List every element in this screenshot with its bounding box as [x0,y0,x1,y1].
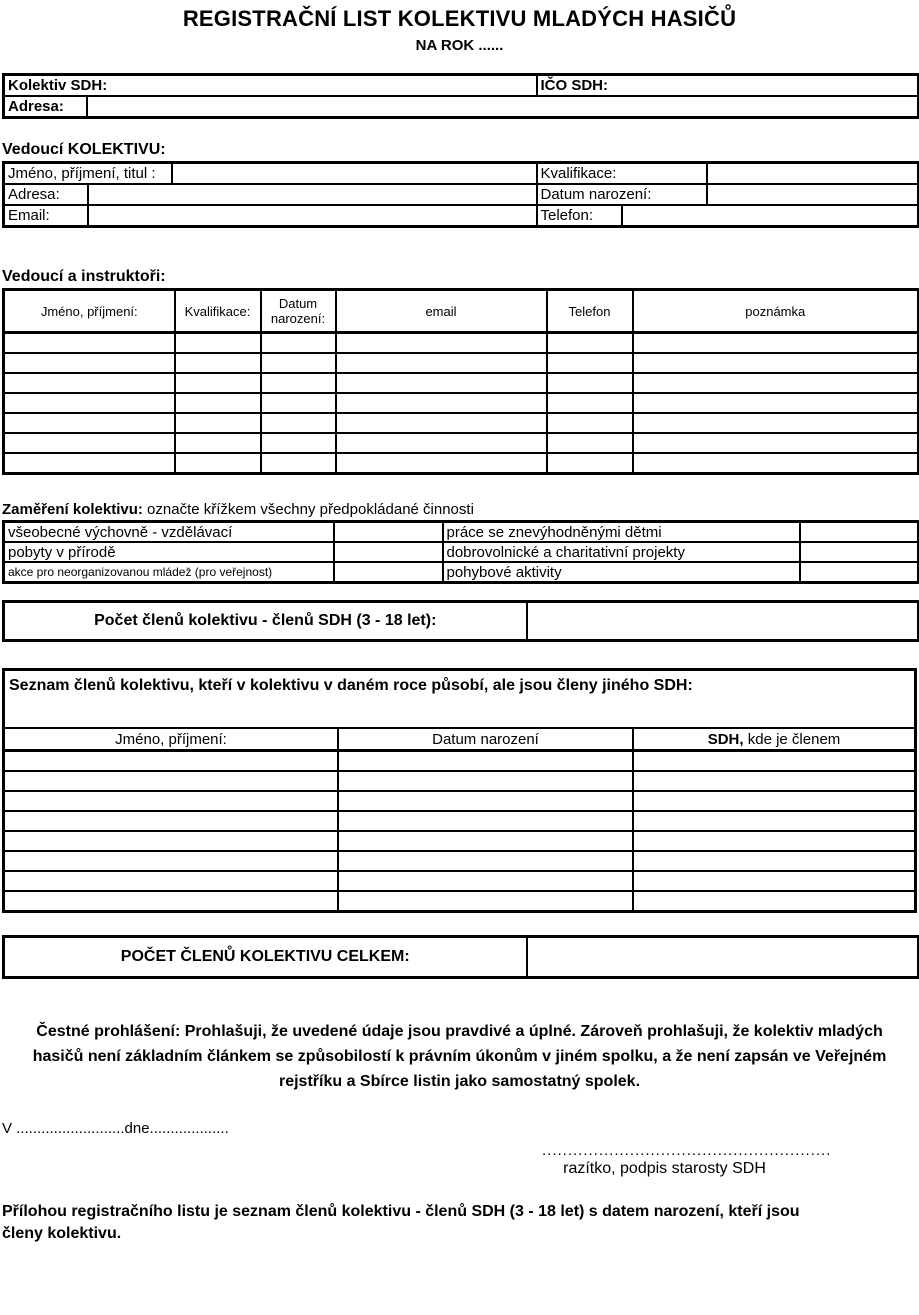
empty-row [4,413,919,433]
col-header-jmeno: Jméno, příjmení: [5,729,338,751]
pocet-sdh-label: Počet členů kolektivu - členů SDH (3 - 18 let): [4,602,527,641]
fill-in-cell[interactable] [336,433,547,453]
activity-label: pohybové aktivity [443,562,800,583]
table-row [4,96,919,118]
leader-name-value-cell[interactable] [172,163,537,185]
fill-in-cell[interactable] [5,831,338,851]
fill-in-cell[interactable] [336,333,547,354]
zamereni-table [2,520,919,584]
fill-in-cell[interactable] [633,353,919,373]
fill-in-cell[interactable] [261,373,336,393]
instructors-section-heading: Vedoucí a instruktoři: [2,268,166,285]
fill-in-cell[interactable] [338,751,633,772]
col-header-telefon: Telefon [547,290,633,333]
fill-in-cell[interactable] [4,433,175,453]
fill-in-cell[interactable] [4,393,175,413]
leader-adresa-label: Adresa: [4,184,88,205]
zamereni-section-heading [2,501,917,518]
fill-in-cell[interactable] [633,393,919,413]
empty-row [5,811,914,831]
activity-label: akce pro neorganizovanou mládež (pro veřejnost) [4,562,334,583]
fill-in-cell[interactable] [261,353,336,373]
fill-in-cell[interactable] [547,453,633,474]
leader-kvalifikace-value-cell[interactable] [707,163,919,185]
col-header-poznamka: poznámka [633,290,919,333]
sdh-info-table [2,73,919,119]
fill-in-cell[interactable] [633,751,914,772]
fill-in-cell[interactable] [5,751,338,772]
col-header-kvalifikace: Kvalifikace: [175,290,261,333]
fill-in-cell[interactable] [633,831,914,851]
fill-in-cell[interactable] [547,353,633,373]
empty-row [4,433,919,453]
leader-datum-value-cell[interactable] [707,184,919,205]
fill-in-cell[interactable] [338,871,633,891]
fill-in-cell[interactable] [5,871,338,891]
fill-in-cell[interactable] [4,333,175,354]
empty-row [5,751,914,772]
fill-in-cell[interactable] [338,811,633,831]
signature-line[interactable]: ........................................................ [542,1142,832,1159]
pocet-celkem-value-cell[interactable] [527,937,919,978]
place-date-line[interactable]: V ..........................dne................... [2,1120,229,1137]
fill-in-cell[interactable] [633,373,919,393]
fill-in-cell[interactable] [261,453,336,474]
leader-telefon-label: Telefon: [537,205,622,227]
col-header-email: email [336,290,547,333]
table-row [4,522,919,543]
fill-in-cell[interactable] [336,453,547,474]
activity-checkbox-cell[interactable] [800,542,919,562]
empty-row [5,771,914,791]
fill-in-cell[interactable] [633,851,914,871]
fill-in-cell[interactable] [261,413,336,433]
fill-in-cell[interactable] [336,353,547,373]
activity-checkbox-cell[interactable] [800,562,919,583]
fill-in-cell[interactable] [633,413,919,433]
activity-label: všeobecné výchovně - vzdělávací [4,522,334,543]
seznam-heading: Seznam členů kolektivu, kteří v kolektivu v daném roce působí, ale jsou členy jiného SDH: [5,671,914,729]
fill-in-cell[interactable] [5,891,338,910]
zamereni-heading-rest: označte křížkem všechny předpokládané činnosti [142,501,474,518]
fill-in-cell[interactable] [338,851,633,871]
fill-in-cell[interactable] [547,333,633,354]
fill-in-cell[interactable] [633,871,914,891]
fill-in-cell[interactable] [5,851,338,871]
fill-in-cell[interactable] [547,433,633,453]
fill-in-cell[interactable] [547,413,633,433]
col-header-sdh [633,729,914,751]
table-row [4,602,919,641]
fill-in-cell[interactable] [336,393,547,413]
activity-checkbox-cell[interactable] [334,522,443,543]
page-title: REGISTRAČNÍ LIST KOLEKTIVU MLADÝCH HASIČŮ [182,6,737,31]
seznam-section [2,668,917,913]
fill-in-cell[interactable] [261,433,336,453]
empty-row [4,393,919,413]
declaration-text: Čestné prohlášení: Prohlašuji, že uvedené údaje jsou pravdivé a úplné. Zároveň prohlašuji, že kolektiv mladých hasičů není základním článkem se způsobilostí k právním úkonům v jiném spolku, a že není zapsán ve Veřejném rejstříku a Sbírce listin jako samostatný spolek. [32,1023,887,1090]
pocet-sdh-box [2,600,919,642]
activity-label: pobyty v přírodě [4,542,334,562]
fill-in-cell[interactable] [175,413,261,433]
fill-in-cell[interactable] [175,333,261,354]
fill-in-cell[interactable] [547,393,633,413]
fill-in-cell[interactable] [633,811,914,831]
leader-kvalifikace-label: Kvalifikace: [537,163,707,185]
col-header-datum: Datum narození: [261,290,336,333]
fill-in-cell[interactable] [4,373,175,393]
fill-in-cell[interactable] [5,771,338,791]
seznam-table [5,729,914,910]
fill-in-cell[interactable] [5,791,338,811]
fill-in-cell[interactable] [633,791,914,811]
leader-datum-label: Datum narození: [537,184,707,205]
signature-block [542,1142,832,1179]
table-row [4,163,919,185]
fill-in-cell[interactable] [338,771,633,791]
fill-in-cell[interactable] [4,453,175,474]
fill-in-cell[interactable] [633,333,919,354]
table-row [4,205,919,227]
empty-row [5,851,914,871]
fill-in-cell[interactable] [175,373,261,393]
leader-email-label: Email: [4,205,88,227]
fill-in-cell[interactable] [547,373,633,393]
activity-checkbox-cell[interactable] [334,562,443,583]
instructors-table [2,288,919,475]
table-header-row [5,729,914,751]
pocet-celkem-label: POČET ČLENŮ KOLEKTIVU CELKEM: [4,937,527,978]
col-header-sdh-rest: kde je členem [743,730,841,748]
leader-section-heading: Vedoucí KOLEKTIVU: [2,141,166,158]
table-row [4,75,919,97]
leader-email-value-cell[interactable] [88,205,537,227]
fill-in-cell[interactable] [175,353,261,373]
page-subtitle: NA ROK ...... [415,37,504,54]
empty-row [4,353,919,373]
fill-in-cell[interactable] [633,453,919,474]
fill-in-cell[interactable] [336,413,547,433]
table-row [4,542,919,562]
table-row [4,562,919,583]
fill-in-cell[interactable] [175,393,261,413]
fill-in-cell[interactable] [261,393,336,413]
ico-sdh-label[interactable]: IČO SDH: [537,75,919,97]
leader-adresa-value-cell[interactable] [88,184,537,205]
activity-checkbox-cell[interactable] [334,542,443,562]
table-header-row [4,290,919,333]
empty-row [4,373,919,393]
fill-in-cell[interactable] [338,791,633,811]
empty-row [4,333,919,354]
fill-in-cell[interactable] [338,831,633,851]
activity-checkbox-cell[interactable] [800,522,919,543]
signature-caption: razítko, podpis starosty SDH [563,1160,766,1177]
fill-in-cell[interactable] [5,811,338,831]
table-row [4,184,919,205]
pocet-celkem-box [2,935,919,979]
empty-row [5,831,914,851]
fill-in-cell[interactable] [633,771,914,791]
attachment-note: Přílohou registračního listu je seznam členů kolektivu - členů SDH (3 - 18 let) s datem narození, kteří jsou členy kolektivu. [2,1203,800,1242]
activity-label: dobrovolnické a charitativní projekty [443,542,800,562]
fill-in-cell[interactable] [175,433,261,453]
zamereni-heading-bold: Zaměření kolektivu: [2,501,143,518]
fill-in-cell[interactable] [4,413,175,433]
activity-label: práce se znevýhodněnými dětmi [443,522,800,543]
col-header-jmeno: Jméno, příjmení: [4,290,175,333]
adresa-value-cell[interactable] [87,96,919,118]
fill-in-cell[interactable] [633,433,919,453]
empty-row [5,791,914,811]
col-header-datum: Datum narození [338,729,633,751]
empty-row [5,871,914,891]
fill-in-cell[interactable] [175,453,261,474]
adresa-label: Adresa: [4,96,87,118]
leader-name-label: Jméno, příjmení, titul : [4,163,172,185]
fill-in-cell[interactable] [633,891,914,910]
fill-in-cell[interactable] [338,891,633,910]
fill-in-cell[interactable] [261,333,336,354]
col-header-sdh-bold: SDH, [707,730,744,748]
leader-table [2,161,919,228]
table-row [4,937,919,978]
empty-row [5,891,914,910]
kolektiv-sdh-label[interactable]: Kolektiv SDH: [4,75,537,97]
fill-in-cell[interactable] [336,373,547,393]
empty-row [4,453,919,474]
leader-telefon-value-cell[interactable] [622,205,919,227]
fill-in-cell[interactable] [4,353,175,373]
pocet-sdh-value-cell[interactable] [527,602,919,641]
